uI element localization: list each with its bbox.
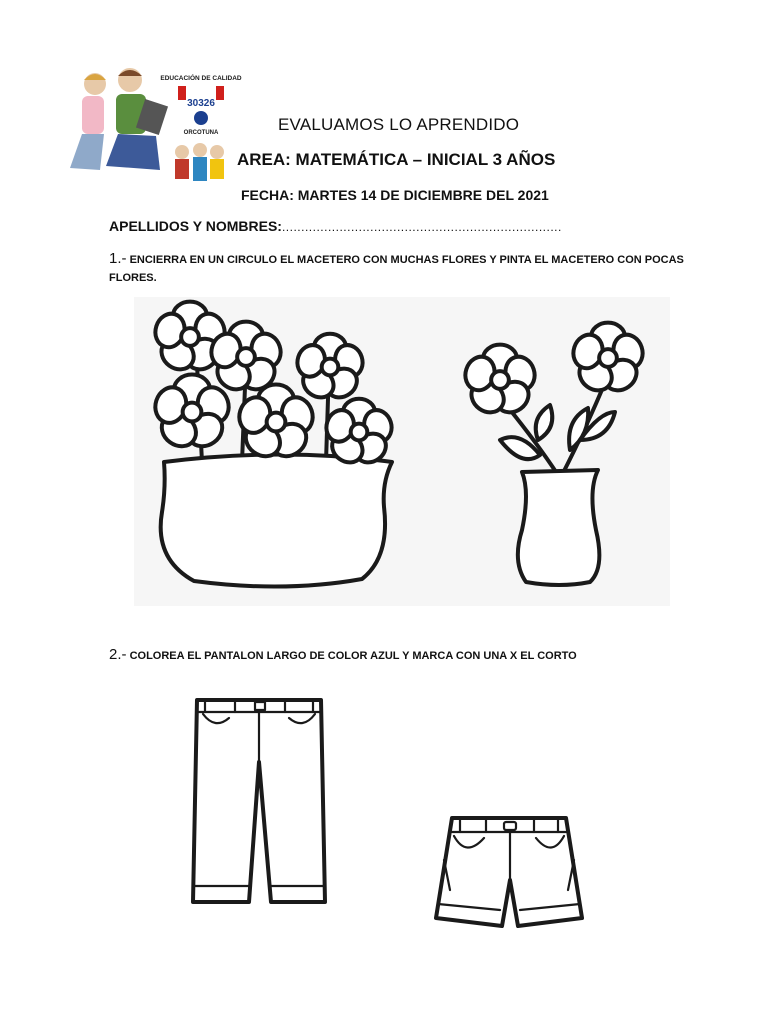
pot-with-many-flowers <box>134 297 434 606</box>
shorts-illustration <box>430 810 590 935</box>
question-2 <box>109 646 709 663</box>
flower-center <box>183 403 202 422</box>
student-name-line <box>109 218 562 234</box>
logo-code: 30326 <box>187 98 215 109</box>
long-pants-illustration <box>185 690 330 910</box>
subject-area: AREA: MATEMÁTICA – INICIAL 3 AÑOS <box>237 150 556 169</box>
logo-place: ORCOTUNA <box>183 130 219 136</box>
flower-center <box>322 359 339 376</box>
flower <box>293 334 366 404</box>
page-title: EVALUAMOS LO APRENDIDO <box>278 115 520 134</box>
question-1-number: 1.- <box>109 250 127 267</box>
question-1 <box>109 250 699 287</box>
names-blank: ......................................................................... <box>281 220 562 234</box>
school-logo <box>60 66 242 190</box>
flower-center <box>491 371 509 389</box>
flower-center <box>351 424 368 441</box>
flower <box>151 375 233 453</box>
flower-center <box>599 349 617 367</box>
date-line: FECHA: MARTES 14 DE DICIEMBRE DEL 2021 <box>241 187 549 203</box>
question-2-number: 2.- <box>109 646 127 663</box>
question-2-text: COLOREA EL PANTALON LARGO DE COLOR AZUL Y MARCA CON UNA X EL CORTO <box>129 650 577 662</box>
flower-center <box>181 328 199 346</box>
flower <box>235 385 317 463</box>
names-label: APELLIDOS Y NOMBRES: <box>109 218 282 234</box>
logo-caption: EDUCACIÓN DE CALIDAD <box>160 75 242 82</box>
flower <box>461 345 539 419</box>
flower-center <box>267 413 286 432</box>
flower-center <box>237 348 255 366</box>
flower <box>569 323 647 397</box>
vase-with-few-flowers <box>440 300 670 600</box>
question-1-text: ENCIERRA EN UN CIRCULO EL MACETERO CON MUCHAS FLORES Y PINTA EL MACETERO CON POCAS FLORES. <box>109 254 684 284</box>
